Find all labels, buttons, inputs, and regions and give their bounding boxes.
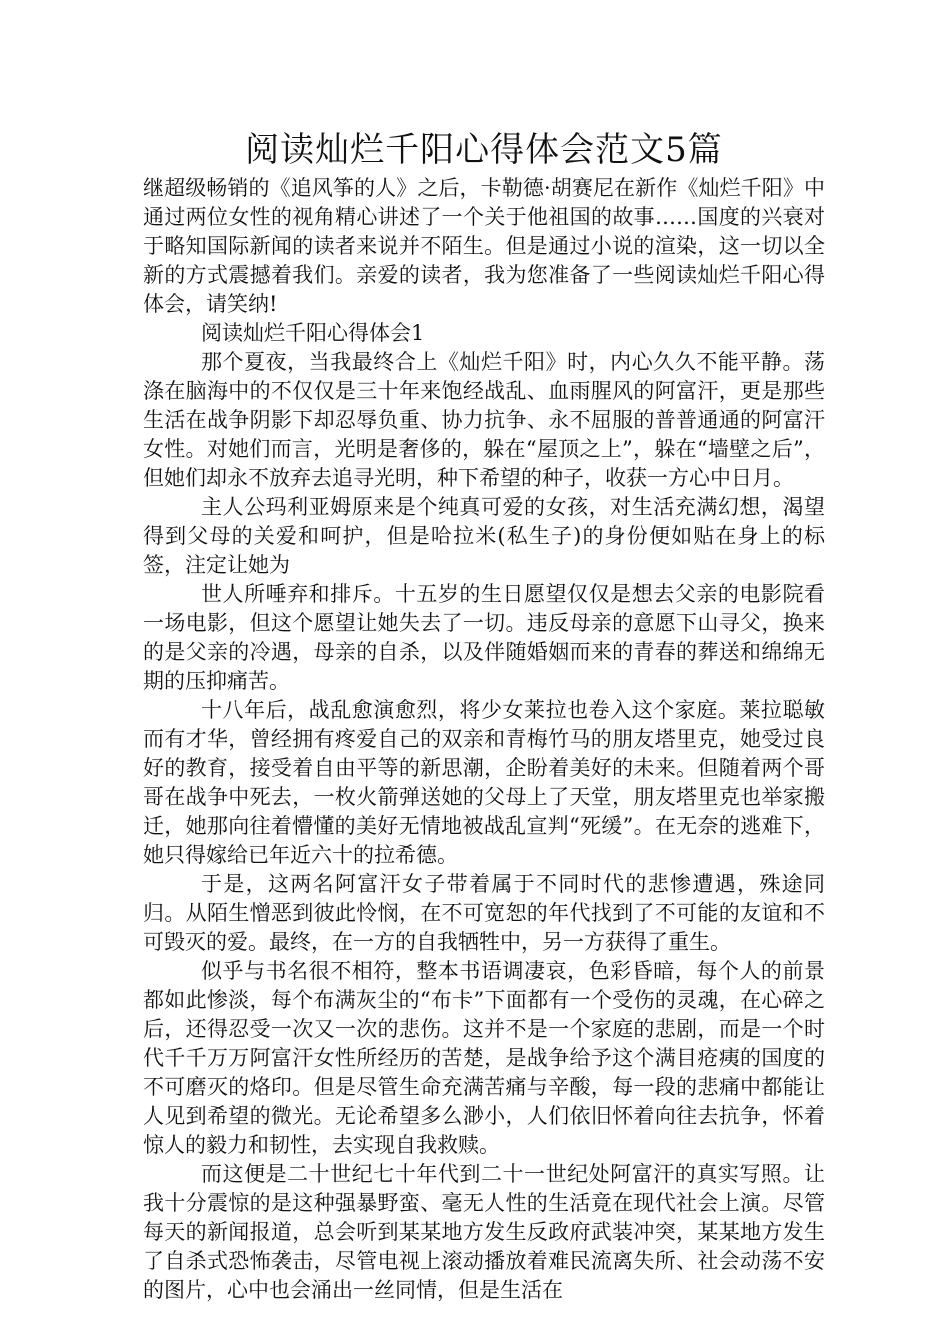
body-paragraph: 而这便是二十世纪七十年代到二十一世纪处阿富汗的真实写照。让我十分震惊的是这种强暴野蛮、毫无人性的生活竟在现代社会上演。尽管每天的新闻报道，总会听到某某地方发生反政府武装冲突，某某地方发生了自杀式恐怖袭击，尽管电视上滚动播放着难民流离失所、社会动荡不安的图片，心中也会涌出一丝同情，但是生活在 (143, 1162, 825, 1302)
section-heading: 阅读灿烂千阳心得体会1 (201, 321, 425, 345)
body-paragraph: 那个夏夜，当我最终合上《灿烂千阳》时，内心久久不能平静。荡涤在脑海中的不仅仅是三十年来饱经战乱、血雨腥风的阿富汗，更是那些生活在战争阴影下却忍辱负重、协力抗争、永不屈服的普普通通的阿富汗女性。对她们而言，光明是奢侈的，躲在“屋顶之上”，躲在“墙壁之后”，但她们却永不放弃去追寻光明，种下希望的种子，收获一方心中日月。 (143, 350, 825, 490)
document-body (143, 174, 825, 1305)
document-page (143, 126, 825, 1305)
intro-paragraph: 继超级畅销的《追风筝的人》之后，卡勒德·胡赛尼在新作《灿烂千阳》中通过两位女性的视角精心讲述了一个关于他祖国的故事……国度的兴衰对于略知国际新闻的读者来说并不陌生。但是通过小说的渲染，这一切以全新的方式震撼着我们。亲爱的读者，我为您准备了一些阅读灿烂千阳心得体会，请笑纳! (143, 176, 825, 316)
document-title: 阅读灿烂千阳心得体会范文5篇 (245, 130, 723, 170)
body-paragraph: 十八年后，战乱愈演愈烈，将少女莱拉也卷入这个家庭。莱拉聪敏而有才华，曾经拥有疼爱自己的双亲和青梅竹马的朋友塔里克，她受过良好的教育，接受着自由平等的新思潮，企盼着美好的未来。但随着两个哥哥在战争中死去，一枚火箭弹送她的父母上了天堂，朋友塔里克也举家搬迁，她那向往着懵懂的美好无情地被战乱宣判“死缓”。在无奈的逃难下，她只得嫁给已年近六十的拉希德。 (143, 698, 825, 867)
body-paragraph: 主人公玛利亚姆原来是个纯真可爱的女孩，对生活充满幻想，渴望得到父母的关爱和呵护，但是哈拉米(私生子)的身份便如贴在身上的标签，注定让她为 (143, 495, 825, 577)
body-paragraph: 似乎与书名很不相符，整本书语调凄哀，色彩昏暗，每个人的前景都如此惨淡，每个布满灰尘的“布卡”下面都有一个受伤的灵魂，在心碎之后，还得忍受一次又一次的悲伤。这并不是一个家庭的悲剧，而是一个时代千千万万阿富汗女性所经历的苦楚，是战争给予这个满目疮痍的国度的不可磨灭的烙印。但是尽管生命充满苦痛与辛酸，每一段的悲痛中都能让人见到希望的微光。无论希望多么渺小，人们依旧怀着向往去抗争，怀着惊人的毅力和韧性，去实现自我救赎。 (143, 959, 825, 1157)
body-paragraph: 于是，这两名阿富汗女子带着属于不同时代的悲惨遭遇，殊途同归。从陌生憎恶到彼此怜悯，在不可宽恕的年代找到了不可能的友谊和不可毁灭的爱。最终，在一方的自我牺牲中，另一方获得了重生。 (143, 872, 825, 954)
body-paragraph: 世人所唾弃和排斥。十五岁的生日愿望仅仅是想去父亲的电影院看一场电影，但这个愿望让她失去了一切。违反母亲的意愿下山寻父，换来的是父亲的冷遇，母亲的自杀，以及伴随婚姻而来的青春的葬送和绵绵无期的压抑痛苦。 (143, 582, 825, 693)
